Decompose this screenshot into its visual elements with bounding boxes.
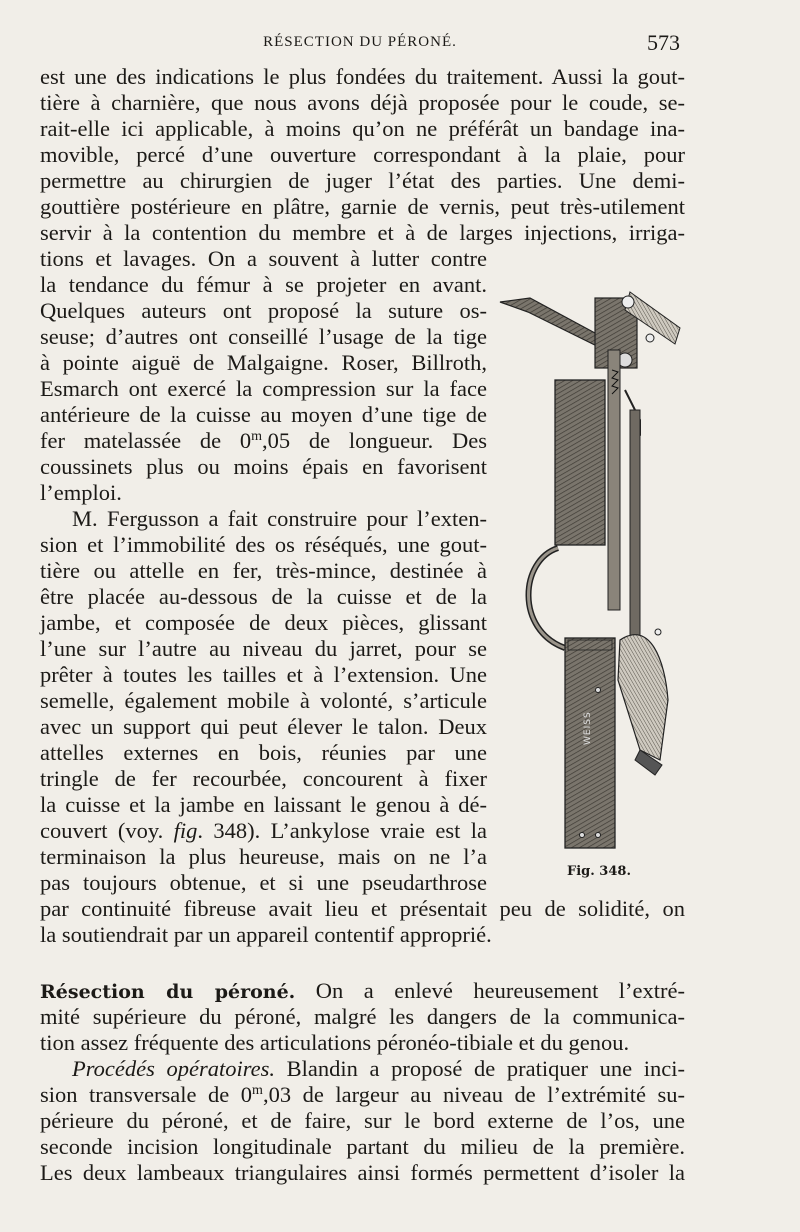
text-line: tions et lavages. On a souvent à lutter contre [40, 246, 487, 271]
text-line: servir à la contention du membre et à de larges injections, irriga- [40, 220, 685, 245]
text-line: la tendance du fémur à se projeter en avant. [40, 272, 487, 297]
text-line: tière ou attelle en fer, très-mince, destinée à [40, 558, 487, 583]
text-line: semelle, également mobile à volonté, s’articule [40, 688, 487, 713]
text-line: terminaison la plus heureuse, mais on ne l’a [40, 844, 487, 869]
text-line: mité supérieure du péroné, malgré les dangers de la communica- [40, 1004, 685, 1029]
figure-caption: Fig. 348. [567, 864, 631, 879]
text-line: à pointe aiguë de Malgaigne. Roser, Billroth, [40, 350, 487, 375]
text-line: l’une sur l’autre au niveau du jarret, pour se [40, 636, 487, 661]
text-line: attelles externes en bois, réunies par une [40, 740, 487, 765]
text-line: tière à charnière, que nous avons déjà proposée pour le coude, se- [40, 90, 685, 115]
text-line: Esmarch ont exercé la compression sur la face [40, 376, 487, 401]
text-line: permettre au chirurgien de juger l’état des parties. Une demi- [40, 168, 685, 193]
unit-superscript: m [252, 1083, 263, 1098]
splint-illustration [490, 280, 700, 880]
running-head-title: RÉSECTION DU PÉRONÉ. [263, 34, 457, 50]
text-line [40, 818, 487, 844]
text-line: être placée au-dessous de la cuisse et de la [40, 584, 487, 609]
text-line: seuse; d’autres ont conseillé l’usage de la tige [40, 324, 487, 349]
unit-superscript: m [251, 429, 263, 444]
text-line: par continuité fibreuse avait lieu et présentait peu de solidité, on [40, 896, 685, 921]
text-fragment: ,05 de longueur. Des [262, 428, 487, 453]
text-line: périeure du péroné, et de faire, sur le bord externe de l’os, une [40, 1108, 685, 1133]
text-line: rait-elle ici applicable, à moins qu’on ne préférât un bandage ina- [40, 116, 685, 141]
text-line: movible, percé d’une ouverture correspondant à la plaie, pour [40, 142, 685, 167]
text-line [40, 428, 487, 454]
text-line: Les deux lambeaux triangulaires ainsi formés permettent d’isoler la [40, 1160, 685, 1185]
text-fragment: fer matelassée de 0 [40, 428, 252, 453]
section-title: Résection du péroné. [40, 981, 296, 1003]
text-fragment: sion transversale de 0 [40, 1082, 253, 1107]
text-line: la cuisse et la jambe en laissant le genou à dé- [40, 792, 487, 817]
text-fragment: ,03 de largeur au niveau de l’extrémité su- [262, 1082, 685, 1107]
text-line: gouttière postérieure en plâtre, garnie de vernis, peut très-utilement [40, 194, 685, 219]
text-line: antérieure de la cuisse au moyen d’une tige de [40, 402, 487, 427]
text-line [40, 1082, 685, 1108]
text-line [40, 1056, 685, 1082]
text-line: pas toujours obtenue, et si une pseudarthrose [40, 870, 487, 895]
text-line: coussinets plus ou moins épais en favorisent [40, 454, 487, 479]
text-line: prêter à toutes les tailles et à l’extension. Une [40, 662, 487, 687]
text-fragment: couvert (voy. [40, 818, 174, 843]
text-line: la soutiendrait par un appareil contentif approprié. [40, 922, 492, 947]
text-line: Quelques auteurs ont proposé la suture os- [40, 298, 487, 323]
text-line: seconde incision longitudinale partant du milieu de la première. [40, 1134, 685, 1159]
text-line: tringle de fer recourbée, concourent à fixer [40, 766, 487, 791]
procedes-title: Procédés opératoires. [72, 1056, 276, 1081]
text-line: jambe, et composée de deux pièces, glissant [40, 610, 487, 635]
text-line: sion et l’immobilité des os réséqués, une gout- [40, 532, 487, 557]
page-number: 573 [647, 30, 680, 55]
text-line: tion assez fréquente des articulations péronéo-tibiale et du genou. [40, 1030, 630, 1055]
text-line: l’emploi. [40, 480, 122, 505]
text-fragment: . 348). L’ankylose vraie est la [197, 818, 487, 843]
engraver-signature: WEISS [583, 711, 593, 745]
text-line: est une des indications le plus fondées du traitement. Aussi la gout- [40, 64, 685, 89]
section-heading-line [40, 978, 685, 1004]
text-fragment: Blandin a proposé de pratiquer une inci- [275, 1056, 686, 1081]
running-head [40, 32, 680, 58]
text-line: avec un support qui peut élever le talon. Deux [40, 714, 487, 739]
figure-reference: fig [173, 818, 198, 843]
text-line: M. Fergusson a fait construire pour l’exten- [72, 506, 487, 531]
text-fragment: On a enlevé heureusement l’extré- [295, 978, 685, 1003]
